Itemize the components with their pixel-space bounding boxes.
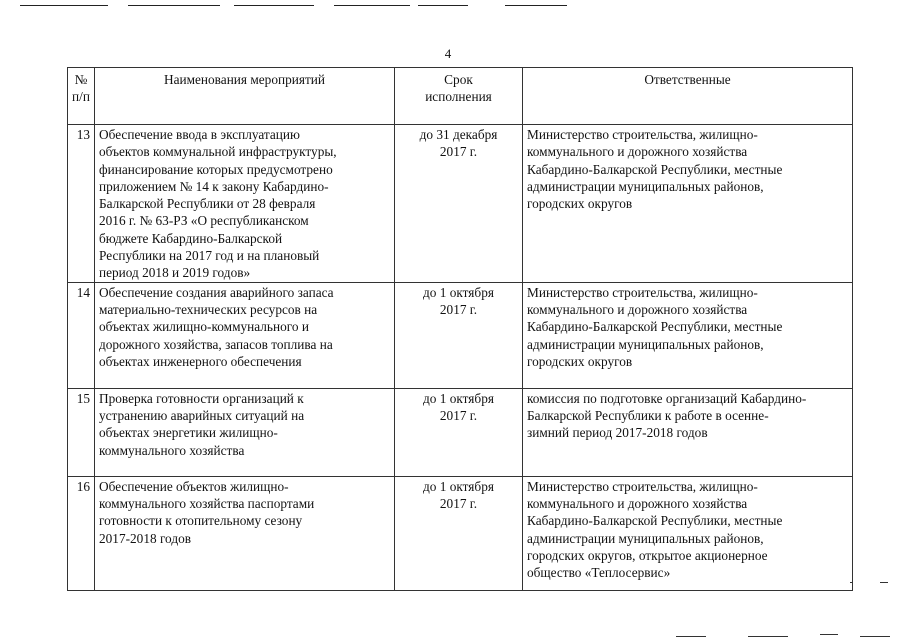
header-number: № п/п — [68, 68, 95, 125]
row-name: Проверка готовности организаций к устранению аварийных ситуаций на объектах энергетики жилищно- коммунального хозяйства — [95, 388, 395, 476]
row-responsible: Министерство строительства, жилищно- коммунального и дорожного хозяйства Кабардино-Балкарской Республики, местные администрации муниципальных районов, городских округов, открытое акционерное общество «Теплосервис» — [523, 476, 853, 590]
scan-mark — [860, 636, 890, 637]
scan-mark — [850, 582, 853, 583]
scan-rule — [20, 5, 108, 6]
page-number: 4 — [444, 46, 452, 61]
row-responsible: Министерство строительства, жилищно- коммунального и дорожного хозяйства Кабардино-Балкарской Республики, местные администрации муниципальных районов, городских округов — [523, 125, 853, 283]
row-term: до 1 октября 2017 г. — [395, 388, 523, 476]
header-term: Срок исполнения — [395, 68, 523, 125]
row-term: до 1 октября 2017 г. — [395, 282, 523, 388]
row-number: 14 — [68, 282, 95, 388]
scan-rule — [334, 5, 410, 6]
row-number: 16 — [68, 476, 95, 590]
scan-mark — [880, 582, 888, 583]
row-term: до 31 декабря 2017 г. — [395, 125, 523, 283]
header-responsible: Ответственные — [523, 68, 853, 125]
row-number: 15 — [68, 388, 95, 476]
table-row — [68, 388, 853, 476]
table-header-row — [68, 68, 853, 125]
scan-rule — [418, 5, 468, 6]
row-term: до 1 октября 2017 г. — [395, 476, 523, 590]
scan-mark — [748, 636, 788, 637]
row-name: Обеспечение создания аварийного запаса материально-технических ресурсов на объектах жилищно-коммунального и дорожного хозяйства, запасов топлива на объектах инженерного обеспечения — [95, 282, 395, 388]
events-table — [67, 67, 853, 591]
row-name: Обеспечение объектов жилищно- коммунального хозяйства паспортами готовности к отопительному сезону 2017-2018 годов — [95, 476, 395, 590]
row-name: Обеспечение ввода в эксплуатацию объектов коммунальной инфраструктуры, финансирование которых предусмотрено приложением № 14 к закону Кабардино- Балкарской Республики от 28 февраля 2016 г. № 63-РЗ «О республиканском бюджете Кабардино-Балкарской Республики на 2017 год и на плановый период 2018 и 2019 годов» — [95, 125, 395, 283]
row-responsible: комиссия по подготовке организаций Кабардино- Балкарской Республики к работе в осенне- зимний период 2017-2018 годов — [523, 388, 853, 476]
row-responsible: Министерство строительства, жилищно- коммунального и дорожного хозяйства Кабардино-Балкарской Республики, местные администрации муниципальных районов, городских округов — [523, 282, 853, 388]
scan-rule — [505, 5, 567, 6]
table-row — [68, 476, 853, 590]
table-row — [68, 282, 853, 388]
header-name: Наименования мероприятий — [95, 68, 395, 125]
scan-mark — [676, 636, 706, 637]
row-number: 13 — [68, 125, 95, 283]
scan-rule — [128, 5, 220, 6]
table-row — [68, 125, 853, 283]
scan-mark — [820, 634, 838, 635]
scan-rule — [234, 5, 314, 6]
